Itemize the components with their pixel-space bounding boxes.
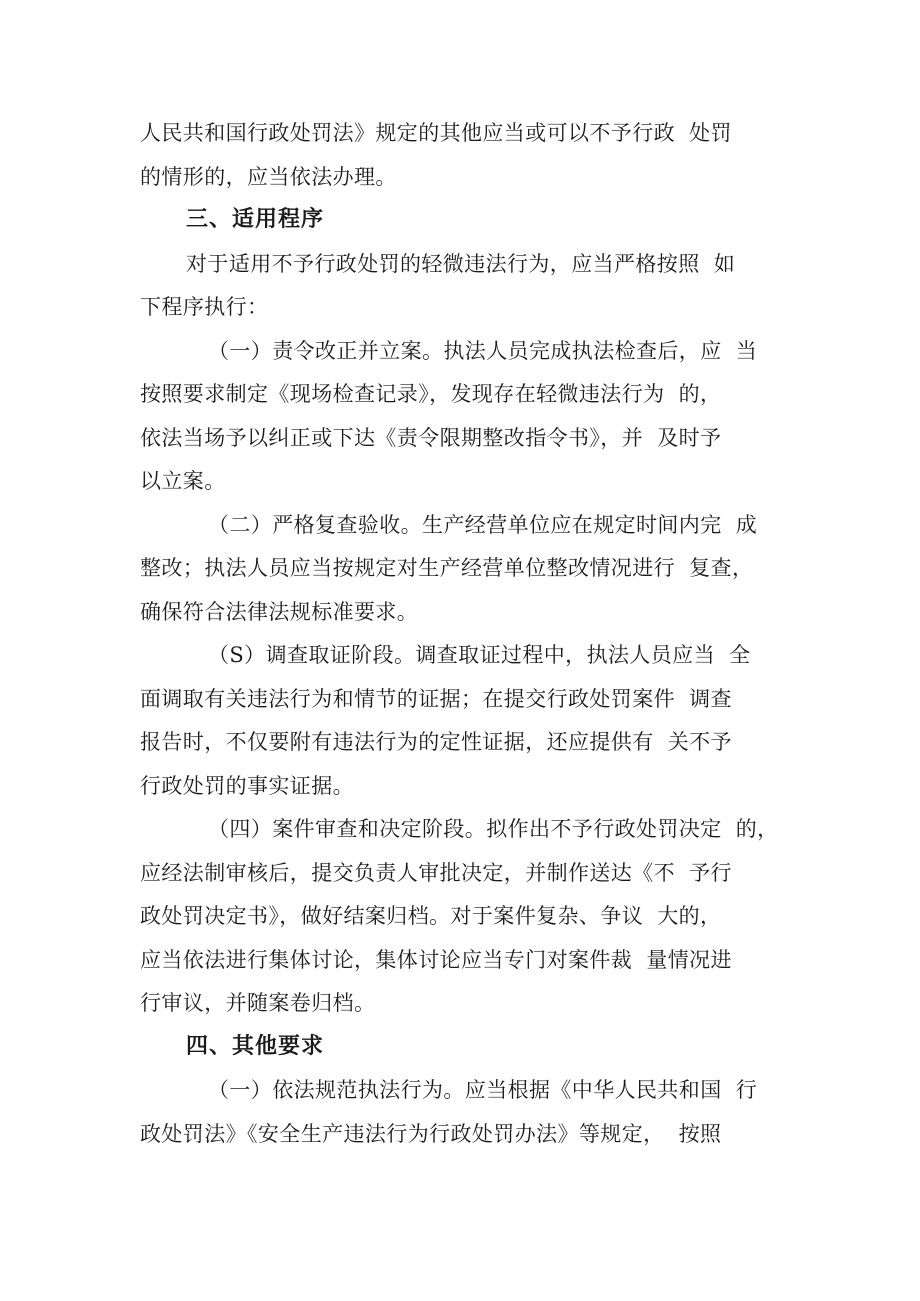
body-line: 确保符合法律法规标准要求。 (140, 600, 419, 624)
body-line: 应当依法进行集体讨论，集体讨论应当专门对案件裁 量情况进 (140, 948, 732, 972)
section-heading: 四、其他要求 (186, 1034, 325, 1059)
body-line: （S）调查取证阶段。调查取证过程中，执法人员应当 全 (208, 643, 751, 667)
body-line: （一）依法规范执法行为。应当根据《中华人民共和国 行 (208, 1078, 758, 1102)
body-line: 行审议，并随案卷归档。 (140, 991, 376, 1015)
body-line: 的情形的，应当依法办理。 (140, 165, 397, 189)
body-line: 下程序执行： (140, 295, 269, 319)
body-line: （一）责令改正并立案。执法人员完成执法检查后，应 当 (208, 339, 758, 363)
body-line: 整改；执法人员应当按规定对生产经营单位整改情况进行 复查， (140, 556, 754, 580)
body-line: 按照要求制定《现场检查记录》，发现存在轻微违法行为 的， (140, 382, 722, 406)
body-line: 对于适用不予行政处罚的轻微违法行为，应当严格按照 如 (186, 252, 736, 276)
body-line: 面调取有关违法行为和情节的证据；在提交行政处罚案件 调查 (140, 687, 732, 711)
body-line: （四）案件审查和决定阶段。拟作出不予行政处罚决定 的， (208, 817, 779, 841)
body-line: 依法当场予以纠正或下达《责令限期整改指令书》，并 及时予 (140, 426, 722, 450)
body-line: 行政处罚的事实证据。 (140, 774, 354, 798)
body-line: 政处罚决定书》，做好结案归档。对于案件复杂、争议 大的， (140, 904, 722, 928)
body-line: 应经法制审核后，提交负责人审批决定，并制作送达《不 予行 (140, 861, 732, 885)
section-heading: 三、适用程序 (186, 207, 325, 232)
body-line: 人民共和国行政处罚法》规定的其他应当或可以不予行政 处罚 (140, 121, 732, 145)
body-line: 政处罚法》《安全生产违法行为行政处罚办法》等规定， 按照 (140, 1122, 722, 1146)
body-line: 报告时，不仅要附有违法行为的定性证据，还应提供有 关不予 (140, 730, 732, 754)
body-line: （二）严格复查验收。生产经营单位应在规定时间内完 成 (208, 513, 758, 537)
body-line: 以立案。 (140, 469, 226, 493)
